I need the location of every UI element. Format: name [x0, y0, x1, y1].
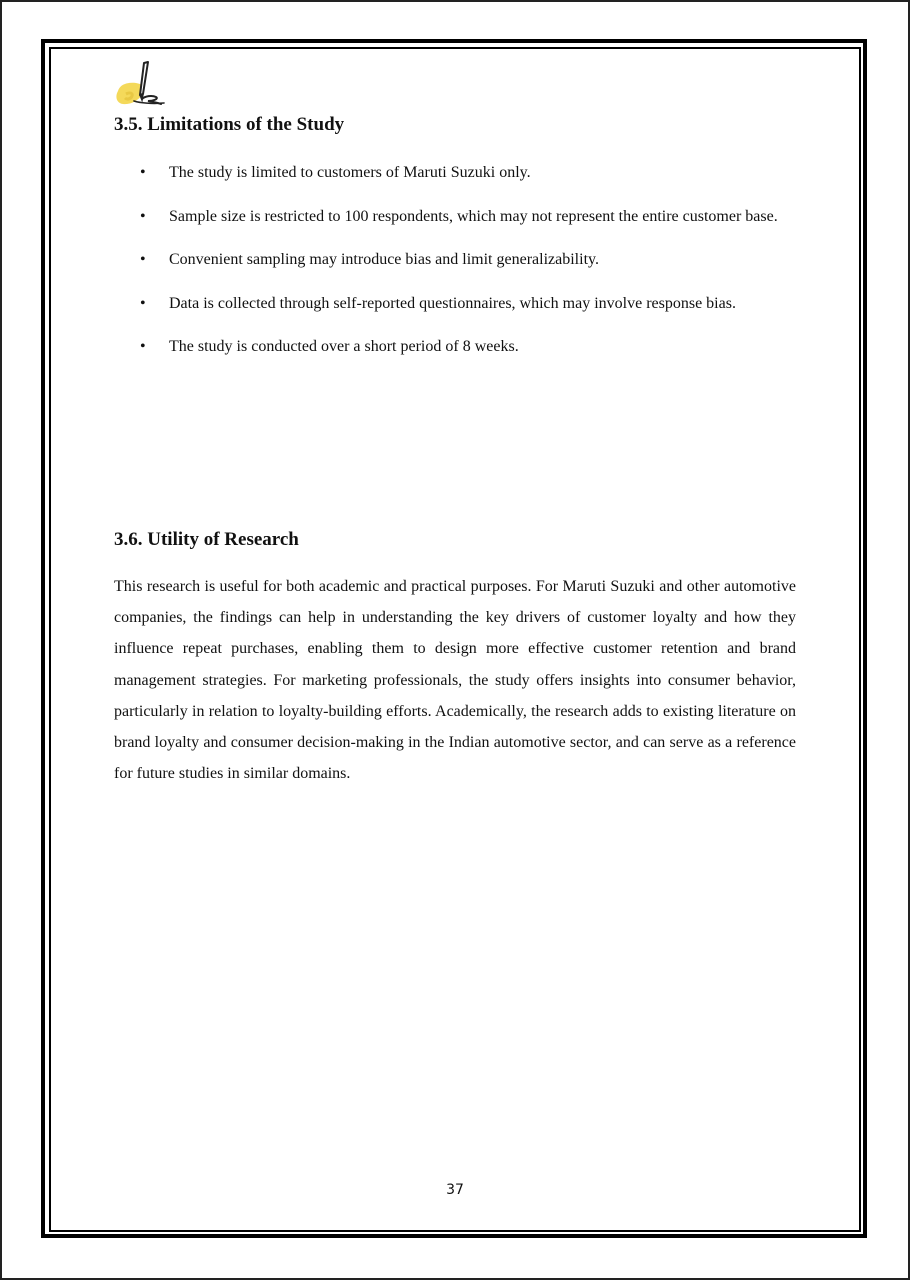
section-heading-limitations: 3.5. Limitations of the Study — [114, 114, 345, 135]
list-item: • The study is conducted over a short period of 8 weeks. — [114, 331, 796, 363]
pen-writing-icon — [112, 58, 170, 108]
page-number: 37 — [446, 1182, 464, 1198]
list-item: • The study is limited to customers of Maruti Suzuki only. — [114, 157, 796, 189]
list-item: • Sample size is restricted to 100 respondents, which may not represent the entire customer base. — [114, 201, 796, 233]
limitations-list — [114, 157, 796, 375]
list-item: • Convenient sampling may introduce bias and limit generalizability. — [114, 244, 796, 276]
list-item: • Data is collected through self-reported questionnaires, which may involve response bias. — [114, 288, 796, 320]
utility-paragraph: This research is useful for both academic and practical purposes. For Maruti Suzuki and other automotive companies, the findings can help in understanding the key drivers of customer loyalty and how they influence repeat purchases, enabling them to design more effective customer retention and brand management strategies. For marketing professionals, the study offers insights into consumer behavior, particularly in relation to loyalty-building efforts. Academically, the research adds to existing literature on brand loyalty and consumer decision-making in the Indian automotive sector, and can serve as a reference for future studies in similar domains. — [114, 578, 796, 783]
section-heading-utility: 3.6. Utility of Research — [114, 529, 299, 550]
